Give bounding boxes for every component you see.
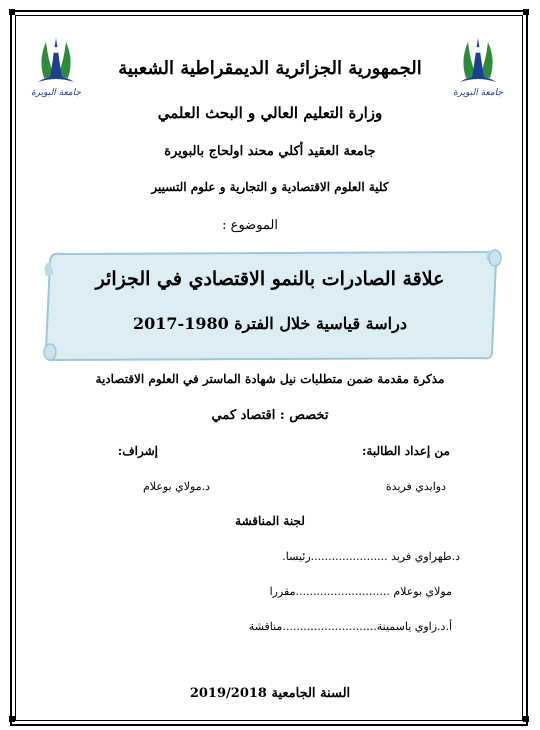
corner-ornament <box>523 9 529 15</box>
republic-heading: الجمهورية الجزائرية الديمقراطية الشعبية <box>118 58 422 79</box>
committee-member: أ.د.زاوي ياسمينة...........................مناقشة <box>248 620 452 633</box>
specialty: تخصص : اقتصاد كمي <box>211 408 329 423</box>
supervisor-name: د.مولاي بوعلام <box>142 480 210 493</box>
faculty-name: كلية العلوم الاقتصادية و التجارية و علوم التسيير <box>151 180 389 194</box>
logo-caption-left: جامعة البويرة <box>31 88 81 98</box>
university-name: جامعة العقيد أكلي محند اولحاج بالبويرة <box>164 144 376 159</box>
committee-member: مولاي بوعلام ...........................مقررا <box>269 585 452 598</box>
ministry-heading: وزارة التعليم العالي و البحث العلمي <box>157 104 383 122</box>
title-banner-scroll <box>40 246 502 364</box>
student-label: من إعداد الطالبة: <box>361 444 450 458</box>
corner-ornament <box>9 9 15 15</box>
thesis-subtitle: دراسة قياسية خلال الفترة 1980-2017 <box>133 314 407 333</box>
subject-label: الموضوع : <box>222 218 278 233</box>
committee-member: د.طهراوي فريد ......................رئيسا. <box>282 550 460 563</box>
student-name: دوايدي فريدة <box>385 480 446 493</box>
academic-year: السنة الجامعية 2019/2018 <box>189 686 351 701</box>
memo-statement: مذكرة مقدمة ضمن متطلبات نيل شهادة الماستر في العلوم الاقتصادية <box>95 372 445 386</box>
corner-ornament <box>9 716 15 722</box>
supervisor-label: إشراف: <box>117 444 158 458</box>
corner-ornament <box>523 716 529 722</box>
logo-caption-right: جامعة البويرة <box>453 88 503 98</box>
committee-label: لجنة المناقشة <box>235 514 305 528</box>
thesis-title: علاقة الصادرات بالنمو الاقتصادي في الجزائر <box>95 268 445 290</box>
